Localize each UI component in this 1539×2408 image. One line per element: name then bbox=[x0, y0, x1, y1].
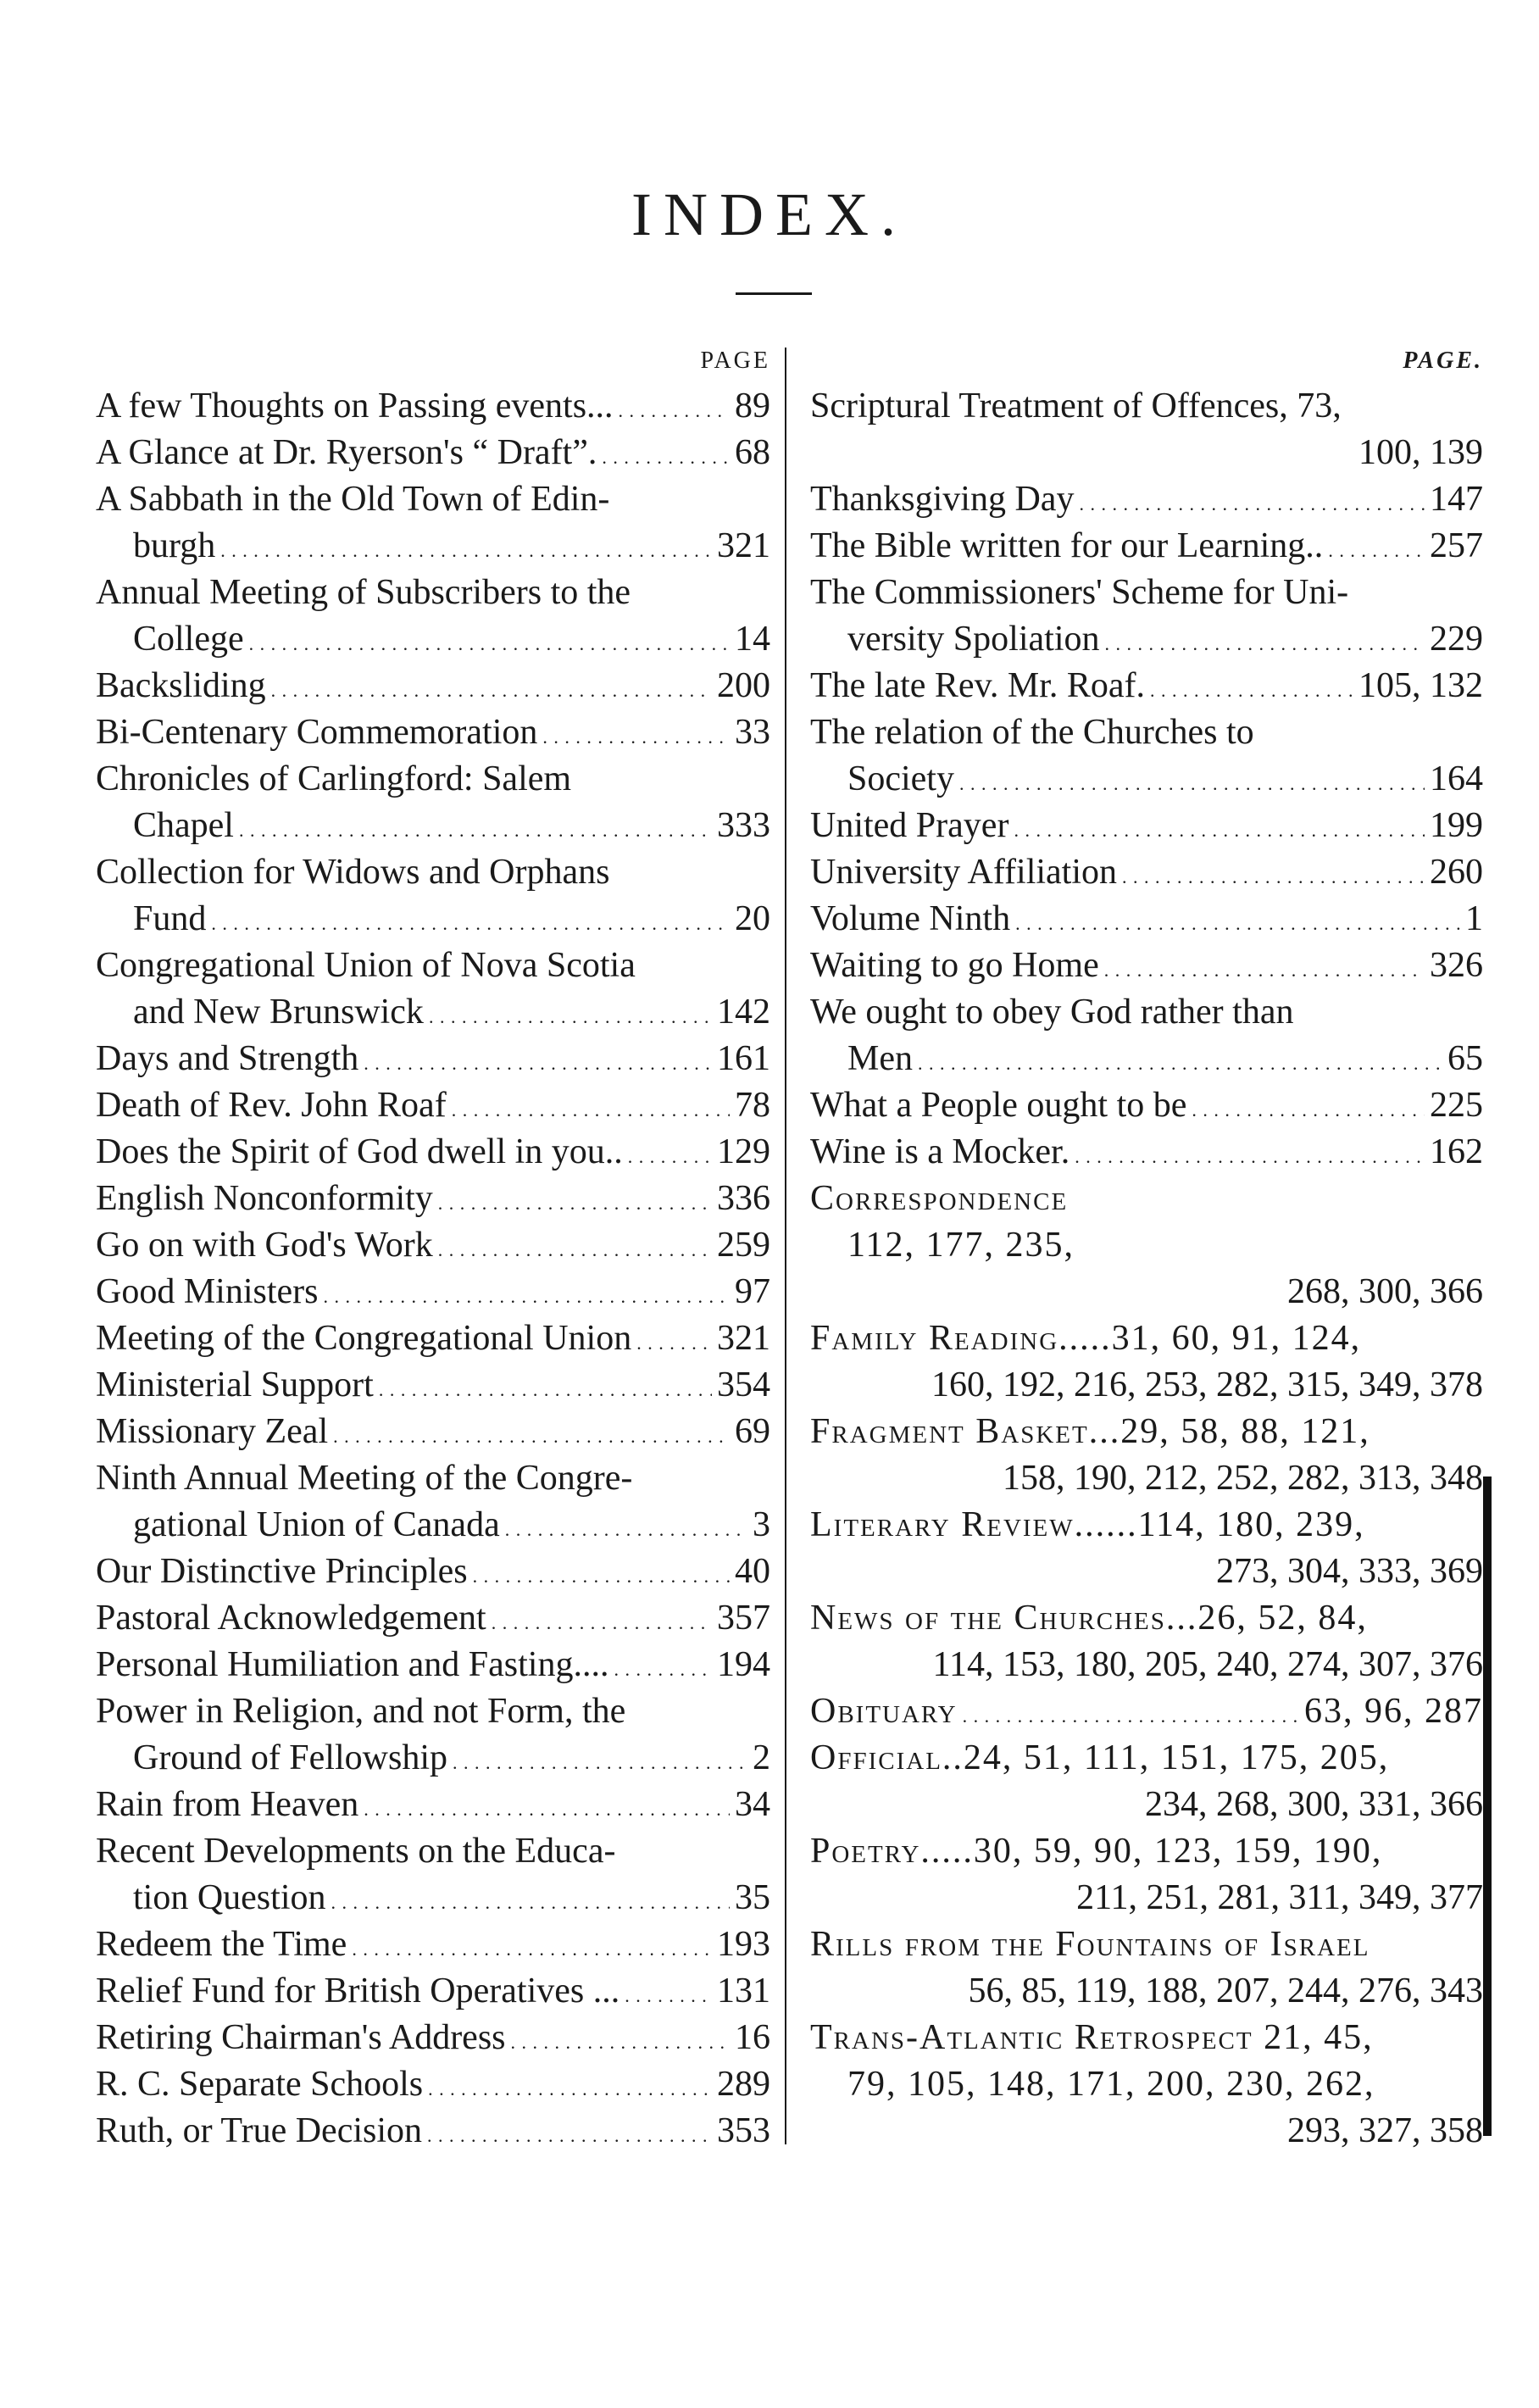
entry-title: Literary Review......114, 180, 239, bbox=[810, 1505, 1365, 1544]
entry-line bbox=[96, 2015, 770, 2061]
dot-leader bbox=[625, 1968, 712, 2019]
entry-line bbox=[810, 1082, 1483, 1129]
index-entry bbox=[810, 476, 1483, 523]
dot-leader bbox=[427, 2108, 712, 2159]
entry-pages: 211, 251, 281, 311, 349, 377 bbox=[1076, 1878, 1483, 1917]
dot-leader bbox=[211, 896, 730, 947]
entry-page: 14 bbox=[735, 620, 770, 659]
entry-page: 147 bbox=[1430, 480, 1483, 519]
index-entry bbox=[96, 1455, 770, 1549]
dot-leader bbox=[1075, 1129, 1425, 1180]
entry-page: 194 bbox=[717, 1645, 770, 1684]
index-entry bbox=[96, 1036, 770, 1082]
dot-leader bbox=[1328, 523, 1425, 574]
index-entry bbox=[96, 1828, 770, 1921]
entry-line bbox=[96, 1176, 770, 1222]
entry-page: 89 bbox=[735, 387, 770, 425]
column-divider bbox=[785, 348, 786, 2144]
entry-title: Family Reading.....31, 60, 91, 124, bbox=[810, 1319, 1362, 1358]
index-entry bbox=[96, 1409, 770, 1455]
left-entries bbox=[96, 383, 770, 2155]
entry-title: tion Question bbox=[133, 1878, 326, 1917]
dot-leader bbox=[959, 756, 1425, 807]
right-entries bbox=[810, 383, 1483, 2155]
entry-page: 164 bbox=[1430, 759, 1483, 798]
entry-title: Does the Spirit of God dwell in you.. bbox=[96, 1132, 623, 1171]
index-entry bbox=[810, 896, 1483, 943]
entry-page: 326 bbox=[1430, 946, 1483, 985]
entry-title: Power in Religion, and not Form, the bbox=[96, 1692, 626, 1731]
entry-line bbox=[96, 989, 770, 1036]
dot-leader bbox=[453, 1735, 747, 1786]
entry-line bbox=[810, 896, 1483, 943]
index-entry bbox=[96, 1688, 770, 1782]
entry-title: Ministerial Support bbox=[96, 1365, 374, 1404]
entry-title: Society bbox=[847, 759, 954, 798]
entry-line bbox=[810, 1036, 1483, 1082]
index-entry bbox=[96, 756, 770, 849]
entry-page: 259 bbox=[717, 1226, 770, 1265]
margin-bar bbox=[1483, 1476, 1492, 2136]
dot-leader bbox=[271, 663, 712, 714]
entry-title: The late Rev. Mr. Roaf. bbox=[810, 666, 1146, 705]
entry-line bbox=[96, 896, 770, 943]
entry-title: Annual Meeting of Subscribers to the bbox=[96, 573, 631, 612]
index-entry bbox=[810, 803, 1483, 849]
dot-leader bbox=[636, 1315, 712, 1366]
entry-pages: 273, 304, 333, 369 bbox=[1216, 1552, 1483, 1591]
entry-page: 65 bbox=[1447, 1039, 1483, 1078]
entry-title: The Commissioners' Scheme for Uni- bbox=[810, 573, 1349, 612]
index-entry bbox=[96, 1968, 770, 2015]
entry-pages: 158, 190, 212, 252, 282, 313, 348 bbox=[1003, 1459, 1483, 1498]
entry-title: A Sabbath in the Old Town of Edin- bbox=[96, 480, 610, 519]
index-entry bbox=[810, 1735, 1483, 1828]
index-entry bbox=[810, 1595, 1483, 1688]
entry-line bbox=[96, 803, 770, 849]
entry-page: 33 bbox=[735, 713, 770, 752]
entry-title: Scriptural Treatment of Offences, 73, bbox=[810, 387, 1342, 425]
dot-leader bbox=[602, 430, 730, 481]
dot-leader bbox=[1105, 616, 1425, 667]
dot-leader bbox=[542, 709, 730, 760]
entry-title: English Nonconformity bbox=[96, 1179, 433, 1218]
index-entry bbox=[810, 989, 1483, 1082]
title-rule bbox=[736, 292, 812, 295]
entry-page: 129 bbox=[717, 1132, 770, 1171]
entry-title: Missionary Zeal bbox=[96, 1412, 329, 1451]
index-entry bbox=[96, 1082, 770, 1129]
entry-pages: 114, 153, 180, 205, 240, 274, 307, 376 bbox=[932, 1645, 1483, 1684]
entry-page: 257 bbox=[1430, 526, 1483, 565]
index-entry bbox=[810, 709, 1483, 803]
dot-leader bbox=[333, 1409, 730, 1460]
dot-leader bbox=[379, 1362, 712, 1413]
left-column bbox=[96, 339, 770, 2155]
entry-title: Ninth Annual Meeting of the Congre- bbox=[96, 1459, 633, 1498]
entry-line bbox=[810, 943, 1483, 989]
entry-line bbox=[810, 756, 1483, 803]
index-entry bbox=[96, 383, 770, 430]
dot-leader bbox=[249, 616, 730, 667]
index-entry bbox=[810, 1688, 1483, 1735]
dot-leader bbox=[438, 1176, 712, 1226]
entry-title: Rain from Heaven bbox=[96, 1785, 359, 1824]
index-entry bbox=[810, 1082, 1483, 1129]
dot-leader bbox=[331, 1875, 731, 1926]
entry-line bbox=[96, 1315, 770, 1362]
right-column bbox=[810, 339, 1483, 2155]
entry-line bbox=[96, 1362, 770, 1409]
entry-page: 193 bbox=[717, 1925, 770, 1964]
entry-line bbox=[96, 1782, 770, 1828]
entry-line bbox=[96, 1735, 770, 1782]
index-entry bbox=[96, 849, 770, 943]
entry-line bbox=[96, 523, 770, 570]
entry-title: Bi-Centenary Commemoration bbox=[96, 713, 538, 752]
entry-line bbox=[810, 1129, 1483, 1176]
entry-page: 225 bbox=[1430, 1086, 1483, 1125]
entry-page: 199 bbox=[1430, 806, 1483, 845]
entry-page: 260 bbox=[1430, 853, 1483, 892]
dot-leader bbox=[614, 1642, 712, 1693]
entry-page: 78 bbox=[735, 1086, 770, 1125]
entry-page: 68 bbox=[735, 433, 770, 472]
entry-title: United Prayer bbox=[810, 806, 1009, 845]
entry-line bbox=[96, 1269, 770, 1315]
entry-title: Relief Fund for British Operatives ... bbox=[96, 1971, 620, 2010]
entry-line bbox=[810, 476, 1483, 523]
dot-leader bbox=[619, 383, 730, 434]
dot-leader bbox=[364, 1782, 730, 1832]
dot-leader bbox=[473, 1549, 730, 1599]
entry-pages: 234, 268, 300, 331, 366 bbox=[1145, 1785, 1483, 1824]
entry-title: Correspondence bbox=[810, 1179, 1069, 1218]
index-entry bbox=[96, 663, 770, 709]
index-entry bbox=[810, 383, 1483, 476]
entry-line bbox=[96, 1502, 770, 1549]
entry-title: Obituary bbox=[810, 1692, 958, 1731]
entry-line bbox=[96, 2061, 770, 2108]
entry-title: Ruth, or True Decision bbox=[96, 2111, 423, 2150]
entry-title: Personal Humiliation and Fasting.... bbox=[96, 1645, 609, 1684]
dot-leader bbox=[429, 989, 712, 1040]
entry-page: 357 bbox=[717, 1599, 770, 1638]
entry-page: 1 bbox=[1465, 899, 1483, 938]
dot-leader bbox=[492, 1595, 712, 1646]
index-entry bbox=[96, 430, 770, 476]
entry-page: 200 bbox=[717, 666, 770, 705]
entry-title: Volume Ninth bbox=[810, 899, 1011, 938]
dot-leader bbox=[1015, 896, 1460, 947]
index-entry bbox=[810, 1176, 1483, 1315]
index-entry bbox=[96, 1176, 770, 1222]
entry-line bbox=[810, 616, 1483, 663]
entry-title: Retiring Chairman's Address bbox=[96, 2018, 506, 2057]
entry-page: 289 bbox=[717, 2065, 770, 2104]
index-entry bbox=[96, 2108, 770, 2155]
index-entry bbox=[810, 1409, 1483, 1502]
entry-title: Congregational Union of Nova Scotia bbox=[96, 946, 636, 985]
dot-leader bbox=[1014, 803, 1425, 854]
entry-page: 161 bbox=[717, 1039, 770, 1078]
dot-leader bbox=[428, 2061, 712, 2112]
entry-title: Backsliding bbox=[96, 666, 266, 705]
dot-leader bbox=[452, 1082, 730, 1133]
entry-title: The relation of the Churches to bbox=[810, 713, 1254, 752]
index-entry bbox=[96, 1315, 770, 1362]
entry-page: 35 bbox=[735, 1878, 770, 1917]
entry-page: 321 bbox=[717, 1319, 770, 1358]
dot-leader bbox=[1192, 1082, 1425, 1133]
entry-title: Good Ministers bbox=[96, 1272, 319, 1311]
entry-title: The Bible written for our Learning.. bbox=[810, 526, 1324, 565]
dot-leader bbox=[511, 2015, 730, 2066]
entry-line bbox=[96, 1642, 770, 1688]
entry-page: 321 bbox=[717, 526, 770, 565]
entry-line bbox=[96, 1921, 770, 1968]
entry-title: Go on with God's Work bbox=[96, 1226, 433, 1265]
entry-line bbox=[810, 803, 1483, 849]
entry-page: 3 bbox=[753, 1505, 770, 1544]
entry-title: Waiting to go Home bbox=[810, 946, 1099, 985]
entry-page: 162 bbox=[1430, 1132, 1483, 1171]
entry-line bbox=[96, 663, 770, 709]
index-entry bbox=[96, 1921, 770, 1968]
entry-page: 40 bbox=[735, 1552, 770, 1591]
index-entry bbox=[96, 1222, 770, 1269]
entry-title: Fund bbox=[133, 899, 207, 938]
entry-page: 354 bbox=[717, 1365, 770, 1404]
entry-title: Days and Strength bbox=[96, 1039, 359, 1078]
right-page-label: PAGE. bbox=[1403, 348, 1483, 374]
entry-title: Fragment Basket...29, 58, 88, 121, bbox=[810, 1412, 1370, 1451]
index-entry bbox=[810, 1828, 1483, 1921]
entry-title: Poetry.....30, 59, 90, 123, 159, 190, bbox=[810, 1832, 1383, 1871]
index-entry bbox=[810, 663, 1483, 709]
entry-title: Chronicles of Carlingford: Salem bbox=[96, 759, 572, 798]
entry-line bbox=[810, 1688, 1483, 1735]
entry-line bbox=[96, 1036, 770, 1082]
entry-title: News of the Churches...26, 52, 84, bbox=[810, 1599, 1368, 1638]
entry-title: Collection for Widows and Orphans bbox=[96, 853, 610, 892]
index-entry bbox=[810, 523, 1483, 570]
index-entry bbox=[810, 943, 1483, 989]
entry-page: 34 bbox=[735, 1785, 770, 1824]
index-entry bbox=[96, 1642, 770, 1688]
index-entry bbox=[810, 849, 1483, 896]
entry-line bbox=[96, 1875, 770, 1921]
entry-title: We ought to obey God rather than bbox=[810, 993, 1294, 1032]
entry-pages: 293, 327, 358 bbox=[1287, 2111, 1483, 2150]
entry-title: Men bbox=[847, 1039, 913, 1078]
entry-title: Ground of Fellowship bbox=[133, 1738, 447, 1777]
index-entry bbox=[96, 2061, 770, 2108]
entry-line bbox=[96, 383, 770, 430]
entry-page: 229 bbox=[1430, 620, 1483, 659]
entry-title: Chapel bbox=[133, 806, 234, 845]
entry-page: 353 bbox=[717, 2111, 770, 2150]
entry-line bbox=[96, 709, 770, 756]
entry-title: A Glance at Dr. Ryerson's “ Draft”. bbox=[96, 433, 597, 472]
entry-line bbox=[96, 1409, 770, 1455]
index-entry bbox=[96, 1782, 770, 1828]
dot-leader bbox=[1104, 943, 1425, 993]
entry-page: 336 bbox=[717, 1179, 770, 1218]
entry-line bbox=[96, 1968, 770, 2015]
entry-page: 2 bbox=[753, 1738, 770, 1777]
entry-title: burgh bbox=[133, 526, 216, 565]
entry-pages: 160, 192, 216, 253, 282, 315, 349, 378 bbox=[931, 1365, 1483, 1404]
entry-title: Trans-Atlantic Retrospect 21, 45, bbox=[810, 2018, 1374, 2057]
entry-page: 105, 132 bbox=[1358, 666, 1483, 705]
entry-line bbox=[96, 616, 770, 663]
index-entry bbox=[810, 1502, 1483, 1595]
index-entry bbox=[96, 1269, 770, 1315]
index-title: INDEX. bbox=[631, 181, 908, 248]
dot-leader bbox=[918, 1036, 1442, 1087]
dot-leader bbox=[1122, 849, 1425, 900]
index-entry bbox=[96, 1129, 770, 1176]
index-entry bbox=[810, 1315, 1483, 1409]
entry-line bbox=[96, 1595, 770, 1642]
entry-line bbox=[810, 523, 1483, 570]
index-entry bbox=[96, 476, 770, 570]
index-entry bbox=[96, 1362, 770, 1409]
index-entry bbox=[96, 1549, 770, 1595]
entry-page: 16 bbox=[735, 2018, 770, 2057]
entry-line bbox=[810, 663, 1483, 709]
entry-line bbox=[96, 1082, 770, 1129]
entry-title: Pastoral Acknowledgement bbox=[96, 1599, 486, 1638]
entry-line bbox=[96, 1129, 770, 1176]
entry-pages: 268, 300, 366 bbox=[1287, 1272, 1483, 1311]
entry-title: gational Union of Canada bbox=[133, 1505, 500, 1544]
entry-title: Recent Developments on the Educa- bbox=[96, 1832, 616, 1871]
index-entry bbox=[96, 709, 770, 756]
entry-pages: 100, 139 bbox=[1358, 433, 1483, 472]
entry-title: versity Spoliation bbox=[847, 620, 1100, 659]
index-entry bbox=[810, 570, 1483, 663]
entry-title: College bbox=[133, 620, 244, 659]
index-entry bbox=[810, 1129, 1483, 1176]
entry-title: Official..24, 51, 111, 151, 175, 205, bbox=[810, 1738, 1390, 1777]
dot-leader bbox=[505, 1502, 747, 1553]
entry-title: 79, 105, 148, 171, 200, 230, 262, bbox=[847, 2065, 1375, 2104]
dot-leader bbox=[239, 803, 712, 854]
entry-title: Our Distinctive Principles bbox=[96, 1552, 468, 1591]
entry-title: and New Brunswick bbox=[133, 993, 424, 1032]
entry-page: 97 bbox=[735, 1272, 770, 1311]
entry-pages: 56, 85, 119, 188, 207, 244, 276, 343 bbox=[968, 1971, 1483, 2010]
dot-leader bbox=[220, 523, 712, 574]
dot-leader bbox=[963, 1688, 1299, 1739]
entry-title: University Affiliation bbox=[810, 853, 1118, 892]
entry-title: What a People ought to be bbox=[810, 1086, 1187, 1125]
entry-title: Death of Rev. John Roaf bbox=[96, 1086, 447, 1125]
dot-leader bbox=[1150, 663, 1353, 714]
left-page-label: PAGE bbox=[700, 348, 770, 374]
entry-title: A few Thoughts on Passing events... bbox=[96, 387, 614, 425]
entry-title: Rills from the Fountains of Israel bbox=[810, 1925, 1370, 1964]
entry-line bbox=[96, 1549, 770, 1595]
index-entry bbox=[96, 943, 770, 1036]
dot-leader bbox=[628, 1129, 712, 1180]
entry-line bbox=[96, 1222, 770, 1269]
dot-leader bbox=[438, 1222, 712, 1273]
entry-page: 69 bbox=[735, 1412, 770, 1451]
index-entry bbox=[810, 1921, 1483, 2015]
entry-title: Meeting of the Congregational Union bbox=[96, 1319, 632, 1358]
entry-line bbox=[810, 849, 1483, 896]
entry-title: 112, 177, 235, bbox=[847, 1226, 1075, 1265]
index-entry bbox=[96, 570, 770, 663]
entry-title: Thanksgiving Day bbox=[810, 480, 1075, 519]
dot-leader bbox=[352, 1921, 712, 1972]
entry-line bbox=[96, 2108, 770, 2155]
index-entry bbox=[96, 2015, 770, 2061]
entry-title: R. C. Separate Schools bbox=[96, 2065, 424, 2104]
entry-page: 63, 96, 287 bbox=[1304, 1692, 1483, 1731]
entry-page: 20 bbox=[735, 899, 770, 938]
dot-leader bbox=[364, 1036, 712, 1087]
entry-title: Redeem the Time bbox=[96, 1925, 347, 1964]
entry-title: Wine is a Mocker. bbox=[810, 1132, 1070, 1171]
index-entry bbox=[810, 2015, 1483, 2155]
entry-page: 142 bbox=[717, 993, 770, 1032]
dot-leader bbox=[1079, 476, 1425, 527]
entry-line bbox=[96, 430, 770, 476]
index-entry bbox=[96, 1595, 770, 1642]
entry-page: 333 bbox=[717, 806, 770, 845]
dot-leader bbox=[324, 1269, 731, 1320]
entry-page: 131 bbox=[717, 1971, 770, 2010]
